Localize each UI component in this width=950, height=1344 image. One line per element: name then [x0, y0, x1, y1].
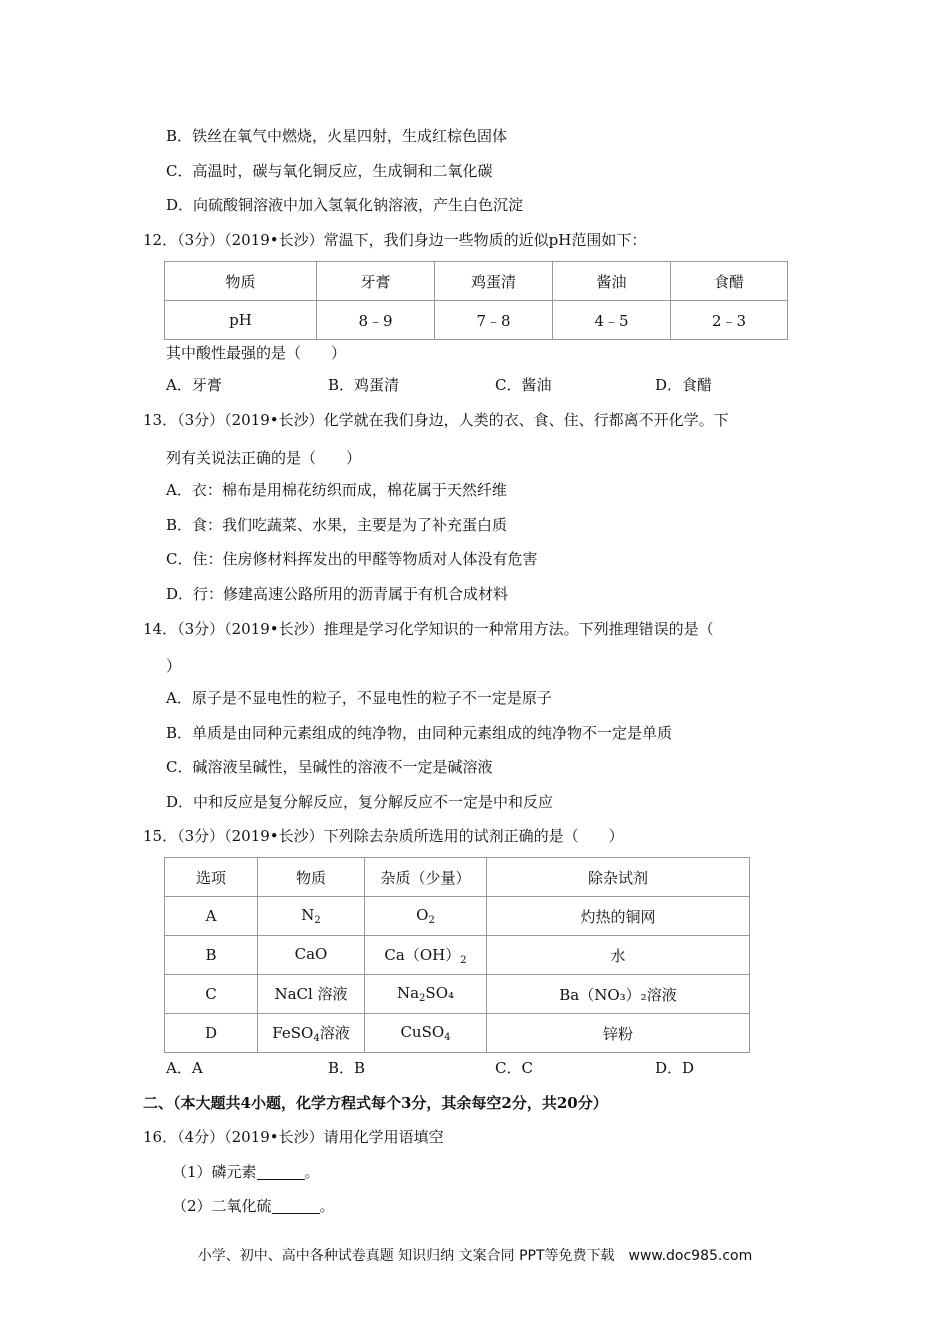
q14-option-c: C．碱溶液呈碱性，呈碱性的溶液不一定是碱溶液	[166, 758, 493, 776]
q12-header-cell: 食醋	[671, 262, 788, 301]
q15-header-cell: 选项	[165, 858, 258, 897]
answer-blank[interactable]	[257, 1165, 305, 1180]
q15-impurity-cell: CuSO$_4$	[365, 1014, 487, 1053]
q15-reagent-cell: 锌粉	[487, 1014, 750, 1053]
q13-option-d: D．行：修建高速公路所用的沥青属于有机合成材料	[166, 585, 509, 603]
q12-ph-cell: pH	[165, 301, 317, 340]
q12-header-cell: 物质	[165, 262, 317, 301]
q13-stem-line1: 13．（3分）（2019•长沙）化学就在我们身边，人类的衣、食、住、行都离不开化学。下	[143, 411, 729, 429]
q12-ph-cell: 2﹣3	[671, 301, 788, 340]
table-row	[165, 975, 750, 1014]
q11-option-d: D．向硫酸铜溶液中加入氢氧化钠溶液，产生白色沉淀	[166, 196, 524, 214]
q15-option-cell: C	[165, 975, 258, 1014]
q11-option-b: B．铁丝在氧气中燃烧，火星四射，生成红棕色固体	[166, 127, 508, 145]
q15-header-cell: 物质	[258, 858, 365, 897]
q11-option-c: C．高温时，碳与氧化铜反应，生成铜和二氧化碳	[166, 162, 493, 180]
q15-substance-cell: $N_2$	[258, 897, 365, 936]
q15-header-cell: 杂质（少量）	[365, 858, 487, 897]
q15-option-cell: A	[165, 897, 258, 936]
q12-choice-c: C．酱油	[495, 376, 552, 394]
q12-ph-cell: 4﹣5	[553, 301, 671, 340]
q14-stem-line1: 14．（3分）（2019•长沙）推理是学习化学知识的一种常用方法。下列推理错误的是（	[143, 620, 714, 638]
q15-choice-a: A．A	[166, 1059, 203, 1077]
q15-substance-cell: FeSO$_4$溶液	[258, 1014, 365, 1053]
q15-reagent-cell: 水	[487, 936, 750, 975]
q15-reagent-cell: Ba（NO₃）₂溶液	[487, 975, 750, 1014]
q15-substance-cell: CaO	[258, 936, 365, 975]
q15-reagent-cell: 灼热的铜网	[487, 897, 750, 936]
q12-ph-cell: 7﹣8	[435, 301, 553, 340]
q12-header-cell: 牙膏	[317, 262, 435, 301]
q15-impurity-cell: $O_2$	[365, 897, 487, 936]
q15-option-cell: D	[165, 1014, 258, 1053]
q12-header-cell: 鸡蛋清	[435, 262, 553, 301]
q15-impurity-cell: $Na_2SO_4$	[365, 975, 487, 1014]
q12-stem: 12．（3分）（2019•长沙）常温下，我们身边一些物质的近似pH范围如下：	[143, 231, 647, 249]
page-footer: 小学、初中、高中各种试卷真题 知识归纳 文案合同 PPT等免费下载 www.doc985.com	[197, 1248, 753, 1264]
q12-choice-a: A．牙膏	[166, 376, 222, 394]
q12-follow-text: 其中酸性最强的是（ ）	[166, 344, 347, 362]
q12-choice-d: D．食醋	[655, 376, 713, 394]
q15-stem: 15．（3分）（2019•长沙）下列除去杂质所选用的试剂正确的是（ ）	[143, 827, 624, 845]
q15-impurity-cell: $Ca(OH)_2$	[365, 936, 487, 975]
q14-option-a: A．原子是不显电性的粒子，不显电性的粒子不一定是原子	[166, 689, 552, 707]
q13-option-c: C．住：住房修材料挥发出的甲醛等物质对人体没有危害	[166, 550, 538, 568]
q12-choice-b: B．鸡蛋清	[328, 376, 400, 394]
q16-stem: 16．（4分）（2019•长沙）请用化学用语填空	[143, 1128, 444, 1146]
table-row	[165, 1014, 750, 1053]
q16-item-2: （2）二氧化硫 。	[172, 1197, 335, 1215]
q15-option-cell: B	[165, 936, 258, 975]
answer-blank[interactable]	[272, 1199, 320, 1214]
q15-choice-d: D．D	[655, 1059, 695, 1077]
table-row	[165, 897, 750, 936]
q15-reagent-table	[164, 857, 750, 1053]
q15-substance-cell: NaCl 溶液	[258, 975, 365, 1014]
q12-header-cell: 酱油	[553, 262, 671, 301]
q12-ph-cell: 8﹣9	[317, 301, 435, 340]
q12-ph-table	[164, 261, 788, 340]
q15-choice-c: C．C	[495, 1059, 533, 1077]
q16-item-1: （1）磷元素 。	[172, 1163, 320, 1181]
q13-option-a: A．衣：棉布是用棉花纺织而成，棉花属于天然纤维	[166, 481, 507, 499]
q14-option-d: D．中和反应是复分解反应，复分解反应不一定是中和反应	[166, 793, 554, 811]
q15-header-cell: 除杂试剂	[487, 858, 750, 897]
q14-option-b: B．单质是由同种元素组成的纯净物，由同种元素组成的纯净物不一定是单质	[166, 724, 673, 742]
section-2-heading: 二、（本大题共4小题，化学方程式每个3分，其余每空2分，共20分）	[143, 1094, 608, 1112]
q15-choice-b: B．B	[328, 1059, 366, 1077]
table-row	[165, 936, 750, 975]
q13-stem-line2: 列有关说法正确的是（ ）	[166, 449, 362, 467]
q14-stem-line2: ）	[166, 657, 182, 675]
q13-option-b: B．食：我们吃蔬菜、水果，主要是为了补充蛋白质	[166, 516, 508, 534]
